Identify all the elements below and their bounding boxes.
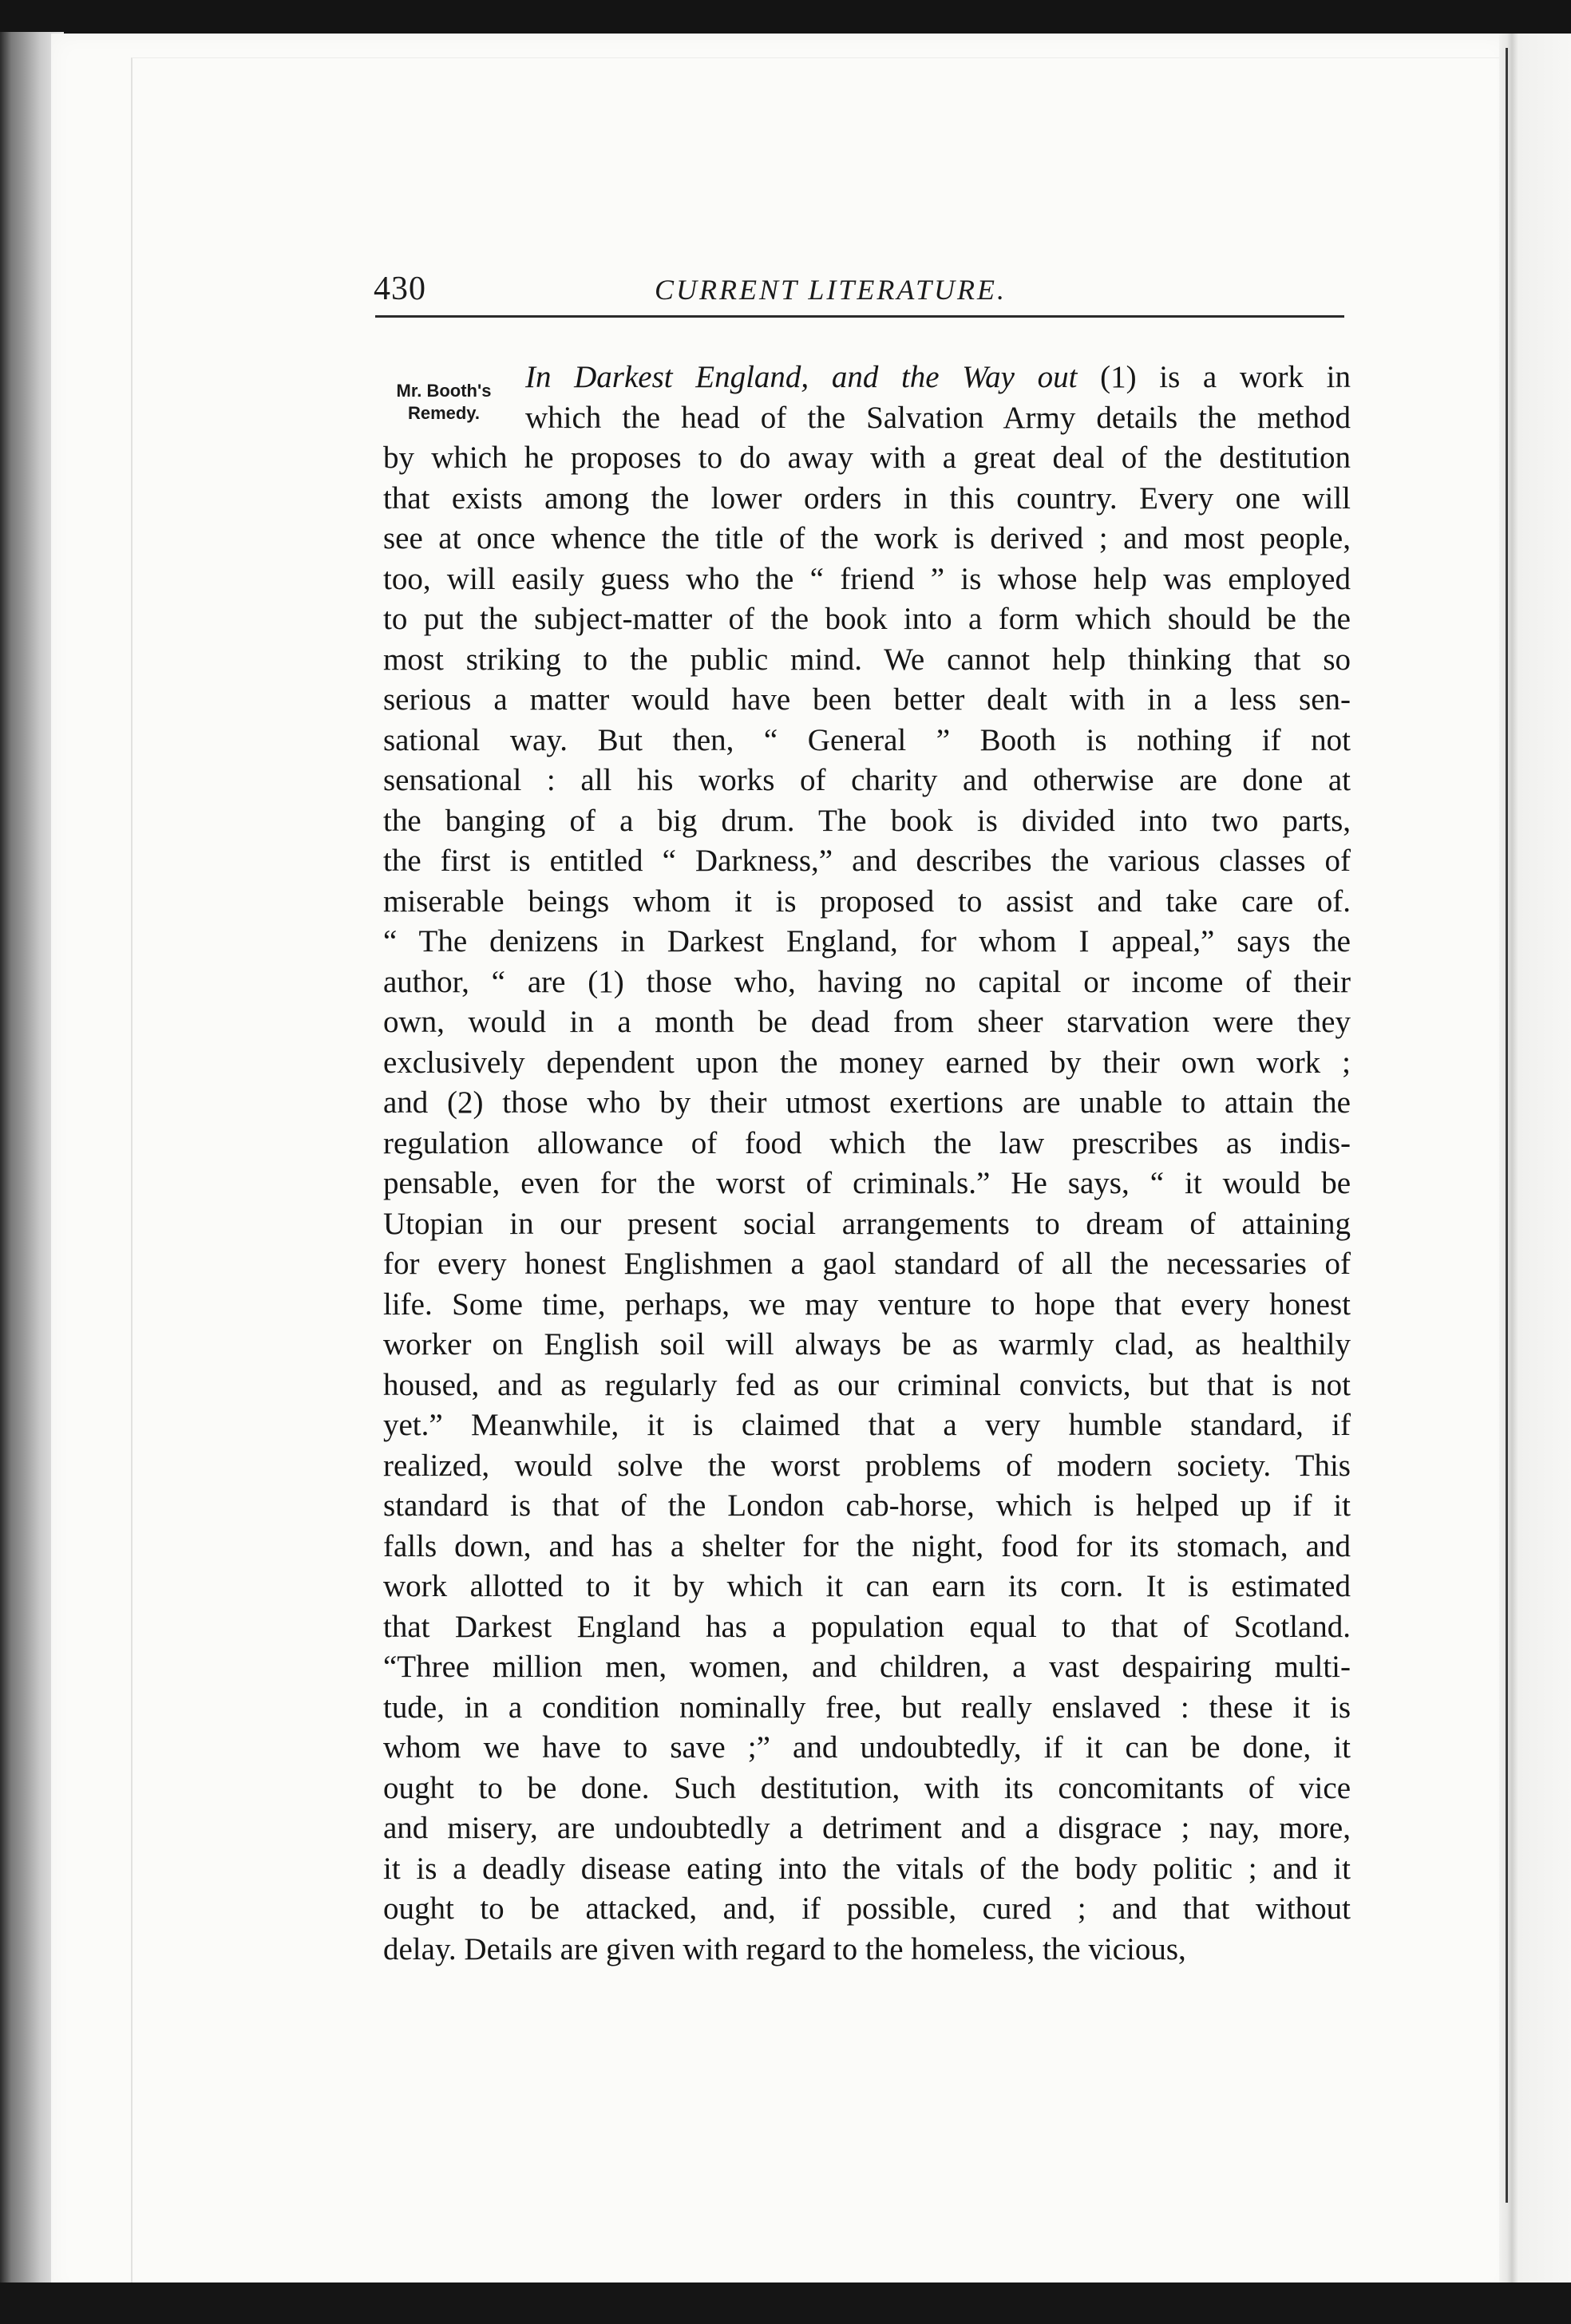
body-line: regulation allowance of food which the law prescribes as indis- — [383, 1125, 1351, 1160]
body-line: for every honest Englishmen a gaol standard of all the necessaries of — [383, 1247, 1351, 1281]
body-line: exclusively dependent upon the money earned by their own work ; — [383, 1045, 1351, 1080]
body-line: tude, in a condition nominally free, but really enslaved : these it is — [383, 1690, 1351, 1725]
body-line: standard is that of the London cab-horse, which is helped up if it — [383, 1488, 1351, 1523]
page-number: 430 — [374, 271, 426, 307]
body-line: and (2) those who by their utmost exertions are unable to attain the — [383, 1085, 1351, 1120]
body-line: that exists among the lower orders in this country. Every one will — [383, 480, 1351, 516]
body-line: sensational : all his works of charity and otherwise are done at — [383, 763, 1351, 797]
body-line: the first is entitled “ Darkness,” and describes the various classes of — [383, 844, 1351, 878]
body-line: see at once whence the title of the work is derived ; and most people, — [383, 521, 1351, 555]
body-line: most striking to the public mind. We cannot help thinking that so — [383, 642, 1351, 677]
body-line: author, “ are (1) those who, having no capital or income of their — [383, 964, 1351, 999]
body-line: life. Some time, perhaps, we may venture to hope that every honest — [383, 1286, 1351, 1322]
body-line: by which he proposes to do away with a great deal of the destitution — [383, 441, 1351, 475]
body-line: worker on English soil will always be as warmly clad, as healthily — [383, 1327, 1351, 1362]
body-line: work allotted to it by which it can earn its corn. It is estimated — [383, 1569, 1351, 1603]
body-line: Utopian in our present social arrangements to dream of attaining — [383, 1206, 1351, 1241]
body-line: ought to be attacked, and, if possible, cured ; and that without — [383, 1891, 1351, 1926]
body-line: falls down, and has a shelter for the night, food for its stomach, and — [383, 1528, 1351, 1563]
sidenote-line-1: Mr. Booth's — [396, 381, 492, 401]
header-rule — [375, 315, 1344, 318]
body-line: serious a matter would have been better dealt with in a less sen- — [383, 682, 1351, 717]
body-line: which the head of the Salvation Army details the method — [525, 400, 1351, 435]
body-line: “Three million men, women, and children, a vast despairing multi- — [383, 1650, 1351, 1684]
body-line: sational way. But then, “ General ” Booth is nothing if not — [383, 722, 1351, 757]
body-line: miserable beings whom it is proposed to assist and take care of. — [383, 883, 1351, 919]
scan-bottom-shade — [0, 2282, 1571, 2324]
body-line: it is a deadly disease eating into the vitals of the body politic ; and it — [383, 1851, 1351, 1886]
body-line: too, will easily guess who the “ friend ” is whose help was employed — [383, 561, 1351, 596]
body-line: pensable, even for the worst of criminals.” He says, “ it would be — [383, 1166, 1351, 1200]
page-right-edge-line — [1506, 48, 1508, 2203]
body-line: to put the subject-matter of the book into a form which should be the — [383, 602, 1351, 636]
body-first-line — [525, 358, 1351, 398]
body-text — [383, 358, 1351, 1970]
book-title-italic: In Darkest England, and the Way out — [525, 360, 1078, 394]
body-line: realized, would solve the worst problems of modern society. This — [383, 1448, 1351, 1483]
running-title: CURRENT LITERATURE. — [655, 274, 1007, 306]
page-right-edge — [1499, 34, 1571, 2298]
body-line-last: delay. Details are given with regard to the homeless, the vicious, — [383, 1931, 1186, 1966]
body-line: and misery, are undoubtedly a detriment and a disgrace ; nay, more, — [383, 1811, 1351, 1845]
body-line: housed, and as regularly fed as our criminal convicts, but that is not — [383, 1367, 1351, 1402]
first-line-rest: (1) is a work in — [1077, 360, 1351, 394]
body-line: “ The denizens in Darkest England, for whom I appeal,” says the — [383, 924, 1351, 958]
body-line: that Darkest England has a population equal to that of Scotland. — [383, 1609, 1351, 1644]
body-line: own, would in a month be dead from sheer starvation were they — [383, 1005, 1351, 1039]
body-line: yet.” Meanwhile, it is claimed that a very humble standard, if — [383, 1408, 1351, 1442]
running-head — [374, 270, 1346, 318]
body-line: the banging of a big drum. The book is divided into two parts, — [383, 803, 1351, 838]
sidenote-line-2: Remedy. — [407, 403, 481, 423]
body-line: whom we have to save ;” and undoubtedly, if it can be done, it — [383, 1730, 1351, 1765]
body-line: ought to be done. Such destitution, with its concomitants of vice — [383, 1770, 1351, 1805]
